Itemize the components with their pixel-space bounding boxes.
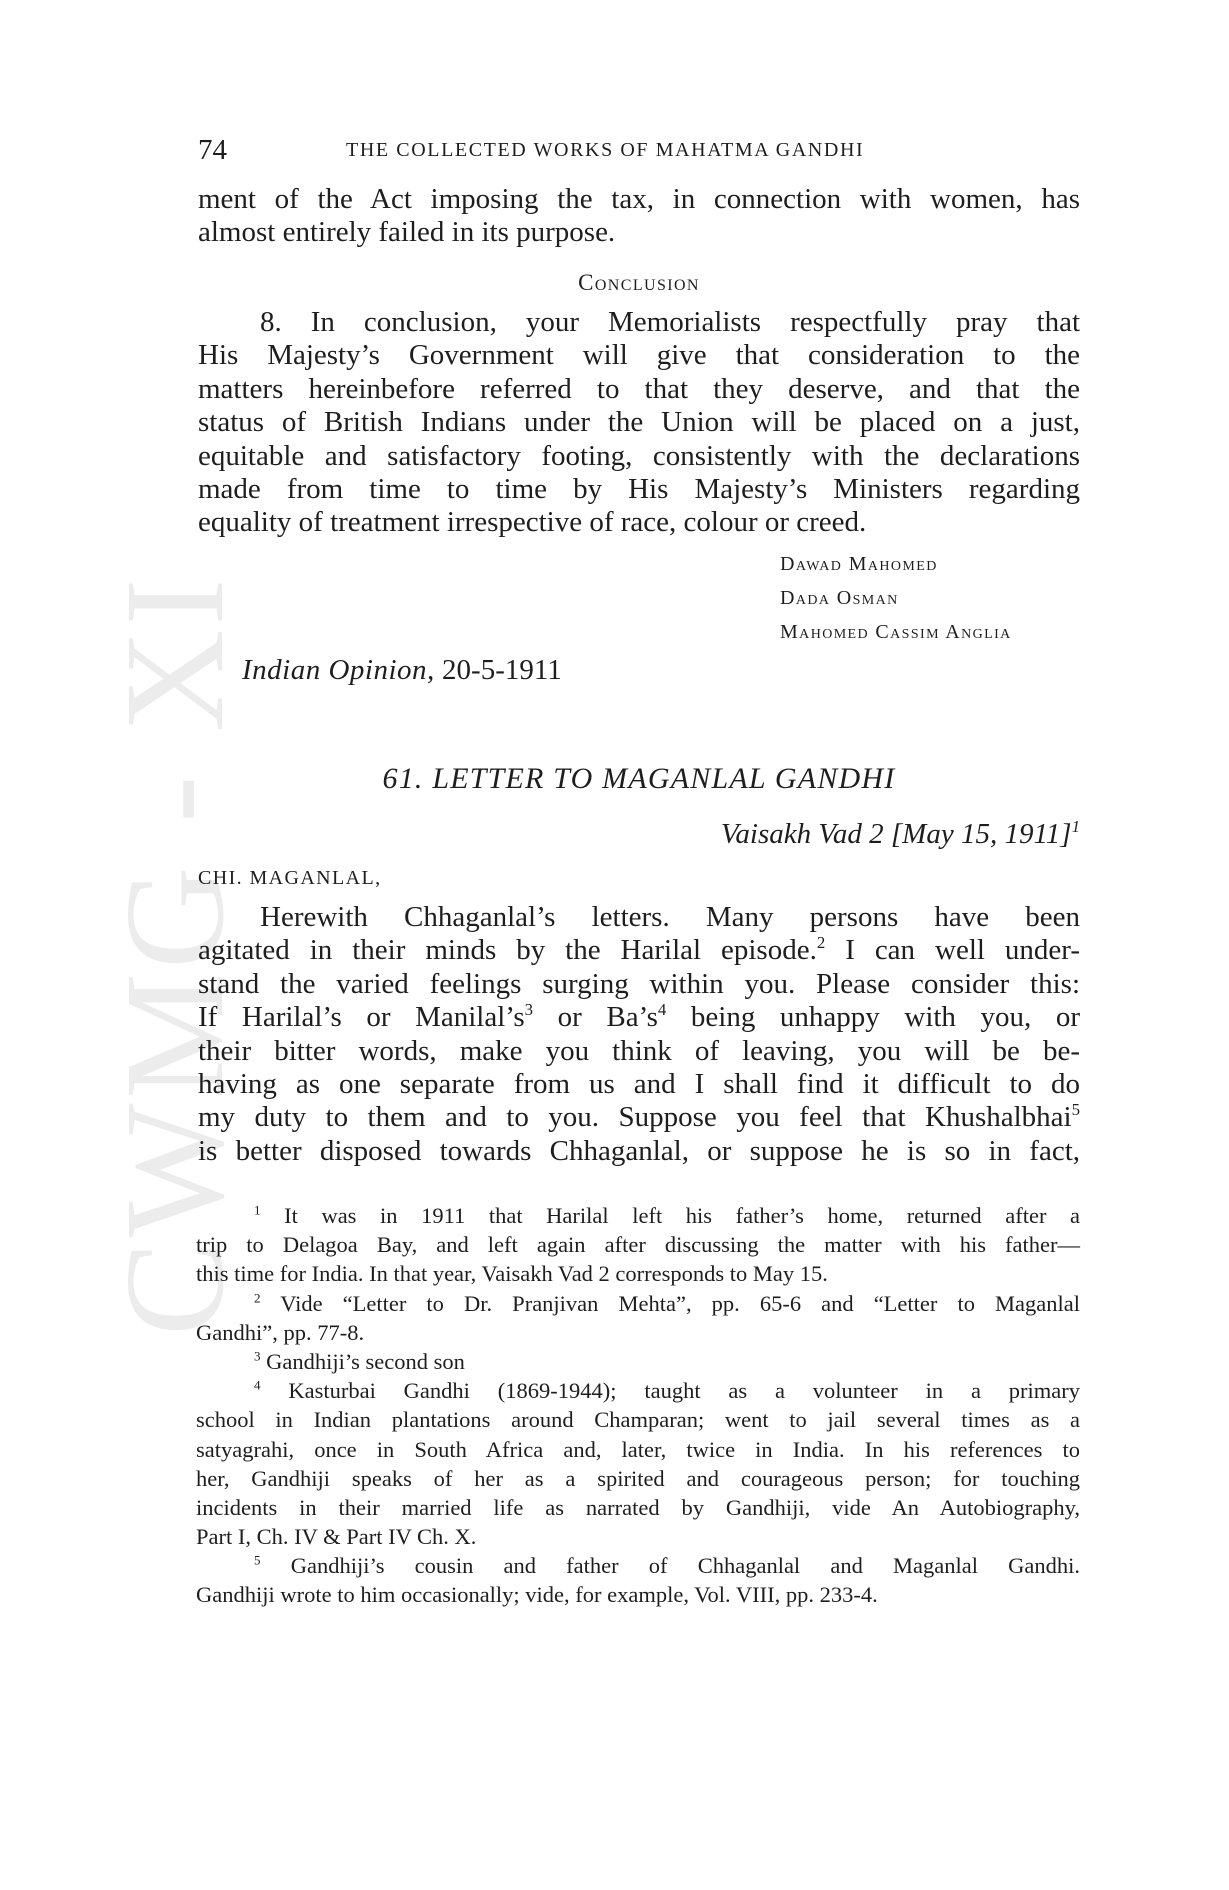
- source-title: Indian Opinion,: [242, 654, 435, 686]
- text-line: equality of treatment irrespective of race, colour or creed.: [198, 506, 867, 539]
- footnote-mark: 1: [254, 1202, 261, 1218]
- footnote-ref: 4: [657, 1000, 667, 1020]
- letter-dateline: [600, 818, 1080, 851]
- text-line: 8. In conclusion, your Memorialists respectfully pray that: [260, 306, 1080, 338]
- section-heading: Conclusion: [578, 270, 700, 295]
- text-line: their bitter words, make you think of leaving, you will be be-: [198, 1034, 1080, 1067]
- footnote-mark: 4: [254, 1377, 261, 1393]
- watermark: CWMG - XI: [95, 574, 253, 1336]
- text-line: status of British Indians under the Union will be placed on a just,: [198, 406, 1080, 439]
- source-citation: [242, 654, 562, 687]
- source-date: 20-5-1911: [442, 654, 562, 686]
- text-line: my duty to them and to you. Suppose you feel that Khushalbhai$^5$: [198, 1100, 1080, 1134]
- letter-date: Vaisakh Vad 2 [May 15, 1911]: [720, 818, 1072, 850]
- signatory: Dawad Mahomed: [780, 553, 938, 575]
- memorial-continuation: [198, 183, 1080, 250]
- page-number: 74: [198, 134, 227, 166]
- footnote: $^4$ Kasturbai Gandhi (1869-1944); taught as a volunteer in a primary school in Indian plantations around Champaran; went to jail several times as a satyagrahi, once in South Africa and, later, twice in India. In his references to her, Gandhiji speaks of her as a spirited and courageous person; for touching incidents in their married life as narrated by Gandhiji, vide An Autobiography, Part I, Ch. IV & Part IV Ch. X.: [196, 1377, 1081, 1550]
- signatories: [780, 547, 1012, 649]
- letter-salutation: CHI. MAGANLAL,: [198, 867, 382, 889]
- footnote: $^5$ Gandhiji’s cousin and father of Chhaganlal and Maganlal Gandhi. Gandhiji wrote to him occasionally; vide, for example, Vol. VIII, pp. 233-4.: [196, 1552, 1081, 1608]
- running-head-title: THE COLLECTED WORKS OF MAHATMA GANDHI: [346, 139, 865, 161]
- text-line: agitated in their minds by the Harilal episode.$^2$ I can well under-: [198, 933, 1080, 967]
- text-line: is better disposed towards Chhaganlal, or suppose he is so in fact,: [198, 1134, 1080, 1167]
- text-line: His Majesty’s Government will give that consideration to the: [198, 339, 1080, 372]
- text-line: stand the varied feelings surging within you. Please consider this:: [198, 967, 1080, 1000]
- footnote-mark: 2: [254, 1290, 261, 1306]
- letter-title: 61. LETTER TO MAGANLAL GANDHI: [382, 762, 896, 795]
- footnote-ref: 5: [1071, 1100, 1080, 1120]
- running-head: [198, 134, 1080, 170]
- text-line: matters hereinbefore referred to that they deserve, and that the: [198, 372, 1080, 405]
- signatory: Dada Osman: [780, 587, 899, 609]
- footnote: $^3$ Gandhiji’s second son: [254, 1348, 465, 1374]
- footnote: $^2$ Vide “Letter to Dr. Pranjivan Mehta”, pp. 65-6 and “Letter to Maganlal Gandhi”, pp. 77-8.: [196, 1290, 1081, 1345]
- text-line: having as one separate from us and I shall find it difficult to do: [198, 1067, 1080, 1100]
- footnote-mark: 5: [254, 1552, 261, 1568]
- footnote-ref: 1: [1071, 817, 1080, 837]
- footnote-mark: 3: [254, 1348, 261, 1364]
- conclusion-paragraph: [198, 306, 1080, 540]
- text-line: Herewith Chhaganlal’s letters. Many persons have been: [260, 901, 1080, 933]
- text-line: made from time to time by His Majesty’s Ministers regarding: [198, 472, 1080, 505]
- footnote-ref: 3: [524, 1000, 534, 1020]
- text-line: almost entirely failed in its purpose.: [198, 216, 616, 249]
- text-line: ment of the Act imposing the tax, in connection with women, has: [198, 183, 1080, 215]
- footnotes: [196, 1201, 1080, 1610]
- text-line: equitable and satisfactory footing, consistently with the declarations: [198, 439, 1080, 472]
- footnote: $^1$ It was in 1911 that Harilal left his father’s home, returned after a trip to Delagoa Bay, and left again after discussing the matter with his father— this time for India. In that year, Vaisakh Vad 2 corresponds to May 15.: [196, 1202, 1081, 1287]
- text-line: If Harilal’s or $Manilal’s^3$ or $Ba’s^4$ being unhappy with you, or: [198, 1000, 1081, 1034]
- letter-body: [198, 901, 1080, 1168]
- signatory: Mahomed Cassim Anglia: [780, 621, 1012, 643]
- footnote-ref: 2: [816, 933, 826, 953]
